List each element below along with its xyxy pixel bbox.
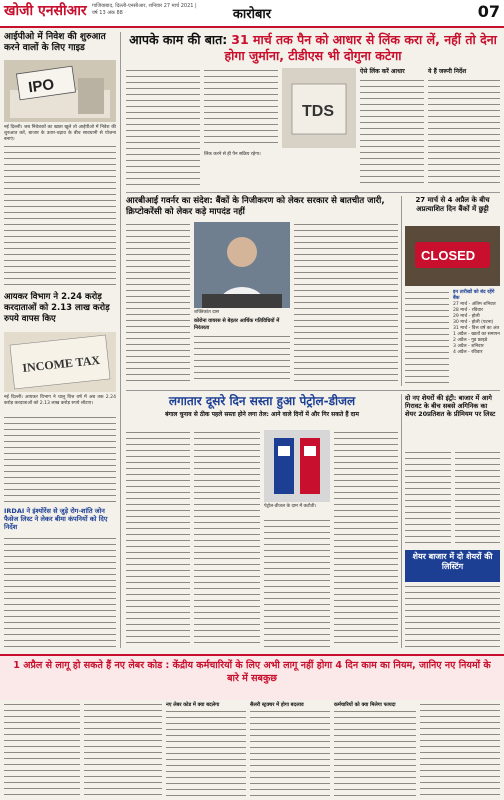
holiday-date: 31 मार्च - वित्त वर्ष का अंत xyxy=(453,326,500,331)
holiday-date: 28 मार्च - रविवार xyxy=(453,308,483,313)
masthead xyxy=(0,0,504,28)
pan-article-col3 xyxy=(360,78,424,188)
holiday-date: 3 अप्रैल - शनिवार xyxy=(453,344,484,349)
rbi-caption: शक्तिकांत दास xyxy=(194,310,219,315)
rbi-article-col2 xyxy=(194,334,290,382)
bank-article-col1 xyxy=(405,290,449,386)
section-divider xyxy=(126,192,500,193)
holiday-date: 1 अप्रैल - खातों का समापन xyxy=(453,332,500,337)
tds-photo-text: TDS xyxy=(302,103,334,120)
holiday-date: 4 अप्रैल - रविवार xyxy=(453,350,483,355)
tds-caption: लिंक करने से ही पैन सक्रिय रहेगा। xyxy=(204,152,261,157)
pan-subhead-link: ऐसे लिंक करें आधार xyxy=(360,68,405,75)
bank-closed-photo xyxy=(405,226,500,286)
irdai-article-body xyxy=(4,536,116,648)
section-divider xyxy=(126,390,500,391)
holiday-date: 27 मार्च - अंतिम शनिवार xyxy=(453,302,496,307)
labour-subhead-changes: नए लेबर कोड में क्या बदलेगा xyxy=(166,702,220,708)
tax-article-body xyxy=(4,415,116,503)
pan-headline xyxy=(126,32,500,64)
labour-subhead-salary: सैलरी स्ट्रक्चर में होगा बदलाव xyxy=(250,702,304,708)
ipo-caption: नई दिल्ली। जब निवेशकों का खाता खुले तो आईपीओ में निवेश की शुरुआत करें, बाजार के उतार-चढ़ाव के बीच सावधानी से योजना बनाएं। xyxy=(4,125,116,142)
fuel-article-col1 xyxy=(126,430,190,648)
section-title: कारोबार xyxy=(232,7,272,22)
column-divider-right xyxy=(401,394,402,648)
ipo-article-body xyxy=(4,144,116,286)
ipo-headline: आईपीओ में निवेश की शुरुआत करने वालों के लिए गाइड xyxy=(4,32,106,53)
fuel-article-col2 xyxy=(194,430,260,648)
income-tax-photo xyxy=(4,332,116,392)
column-divider-right xyxy=(401,196,402,386)
market-headline: दो नए शेयरों की इंट्री: बाजार में आगे गिरावट के बीच सबसे अगिनिक का शेयर 20प्रतिशत के प्रीमियम पर लिस्ट xyxy=(405,394,496,418)
ipo-photo-text: IPO xyxy=(27,75,56,97)
rbi-article-col3 xyxy=(294,222,398,382)
fuel-caption: पेट्रोल-डीजल के दाम में कटौती। xyxy=(264,504,317,509)
labour-article-col3-body xyxy=(166,709,246,797)
ipo-photo xyxy=(4,60,116,122)
bank-holiday-list xyxy=(453,290,500,356)
pan-article-col1 xyxy=(126,68,200,188)
labour-article-col6 xyxy=(420,702,500,798)
market-box-body xyxy=(405,584,500,648)
fuel-article-col3 xyxy=(264,518,330,648)
rbi-article-col1 xyxy=(126,222,190,382)
pan-article-col4 xyxy=(428,78,500,188)
page-number: 07 xyxy=(477,2,500,21)
pan-headline-main: 31 मार्च तक पैन को आधार से लिंक करा लें, नहीं तो देना होगा जुर्माना, टीडीएस भी दोगुना कटेगा xyxy=(224,32,497,63)
labour-article-col1 xyxy=(4,702,80,798)
market-article-col1 xyxy=(405,450,451,546)
closed-sign-text: CLOSED xyxy=(421,248,476,263)
rbi-governor-photo xyxy=(194,222,290,308)
dateline: गाजियाबाद, दिल्ली-एनसीआर, शनिवार 27 मार्च 2021 | वर्ष 13 अंक 88 xyxy=(92,3,197,16)
labour-article-col2 xyxy=(84,702,162,798)
fuel-subheadline: बंगाल चुनाव से ठीक पहले सस्ता होने लगा तेल: आने वाले दिनों में और गिर सकते हैं दाम xyxy=(165,411,359,418)
tax-caption: नई दिल्ली। आयकर विभाग ने चालू वित्त वर्ष में अब तक 2.24 करोड़ करदाताओं को 2.13 लाख करोड़ रुपये लौटाए। xyxy=(4,395,116,406)
bank-holiday-list-heading: इन तारीखों को बंद रहेंगे बैंक xyxy=(453,290,495,301)
holiday-date: 2 अप्रैल - गुड फ्राइडे xyxy=(453,338,488,343)
pan-headline-prefix: आपके काम की बात: xyxy=(129,32,228,47)
labour-subhead-benefits: कर्मचारियों को क्या मिलेगा फायदा xyxy=(334,702,396,708)
labour-code-headline: 1 अप्रैल से लागू हो सकते हैं नए लेबर कोड : केंद्रीय कर्मचारियों के लिए अभी लागू नहीं होगा 4 दिन काम का नियम, जानिए नए नियमों के बारे में सबकुछ xyxy=(13,660,491,684)
pan-subhead-guidelines: ये हैं जरूरी निर्देश xyxy=(428,68,467,75)
irdai-headline: IRDAI ने इंश्योरेंस से जुड़े रोग-शांति जोन फैसेज लिस्ट ने लेकर बीमा कंपनियों को दिए निर्देश xyxy=(4,507,108,531)
fuel-article-col4 xyxy=(334,430,398,648)
column-divider xyxy=(120,32,121,648)
labour-article-col5-body xyxy=(334,709,416,797)
pan-article-col2 xyxy=(204,68,278,148)
holiday-date: 29 मार्च - होली xyxy=(453,314,480,319)
labour-article-col4 xyxy=(250,702,330,797)
newspaper-logo: खोजी एनसीआर xyxy=(4,3,87,19)
labour-article-col5 xyxy=(334,702,416,797)
market-article-col2 xyxy=(455,450,500,546)
fuel-headline: लगातार दूसरे दिन सस्ता हुआ पेट्रोल-डीजल xyxy=(168,394,356,408)
income-tax-photo-text: INCOME TAX xyxy=(21,352,101,375)
labour-article-col3 xyxy=(166,702,246,797)
labour-code-banner xyxy=(0,654,504,700)
market-box-title: शेयर बाजार में दो शेयरों की लिस्टिंग xyxy=(405,550,500,582)
tds-photo xyxy=(282,68,356,148)
rbi-headline: आरबीआई गवर्नर का संदेश: बैंकों के निजीकरण को लेकर सरकार से बातचीत जारी, क्रिप्टोकरेंसी को लेकर कड़े मापदंड नहीं xyxy=(126,196,385,217)
tax-subheadline: आयकर विभाग ने 2.24 करोड़ करदाताओं को 2.13 लाख करोड़ रुपये वापस किए xyxy=(4,292,110,324)
fuel-pump-photo xyxy=(264,430,330,502)
labour-article-col4-body xyxy=(250,709,330,797)
rbi-subheadline: कोरोना वायरस से बेहतर आर्थिक गतिविधियों में निरंतरता xyxy=(194,318,280,331)
holiday-date: 30 मार्च - होली (पटना) xyxy=(453,320,494,325)
bank-holiday-headline: 27 मार्च से 4 अप्रैल के बीच अप्रत्याशित दिन बैंकों में छुट्टी xyxy=(415,196,490,213)
